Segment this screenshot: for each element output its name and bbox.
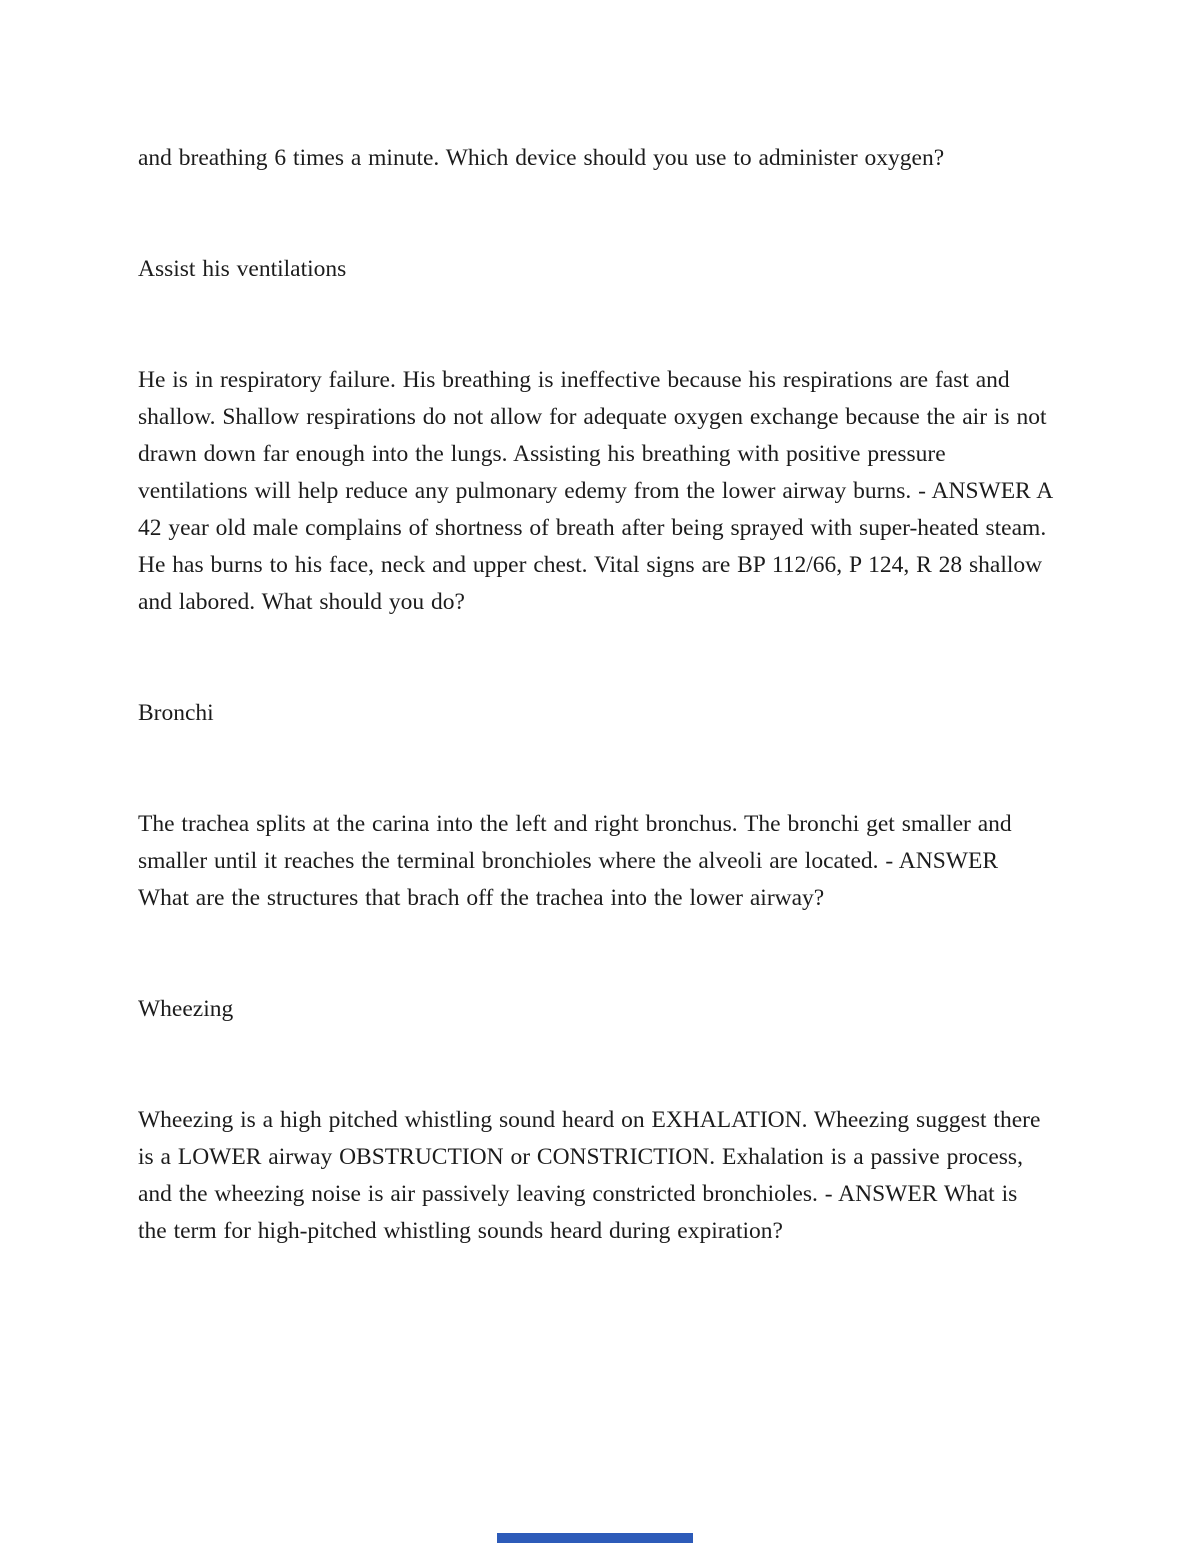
term-heading-wheezing: Wheezing: [138, 996, 234, 1022]
paragraph-respiratory-failure: He is in respiratory failure. His breathing is ineffective because his respirations are fast and shallow. Shallow respirations do not allow for adequate oxygen exchange because the air is not drawn down far enough into the lungs. Assisting his breathing with positive pressure ventilations will help reduce any pulmonary edemy from the lower airway burns. - ANSWER A 42 year old male complains of shortness of breath after being sprayed with super-heated steam. He has burns to his face, neck and upper chest. Vital signs are BP 112/66, P 124, R 28 shallow and labored. What should you do?: [138, 367, 1052, 615]
partial-hyperlink-bar: [497, 1533, 693, 1543]
paragraph-continued: and breathing 6 times a minute. Which device should you use to administer oxygen?: [138, 145, 945, 171]
term-heading-assist-ventilations: Assist his ventilations: [138, 256, 347, 282]
paragraph-trachea: The trachea splits at the carina into the left and right bronchus. The bronchi get smaller and smaller until it reaches the terminal bronchioles where the alveoli are located. - ANSWER What are the structures that brach off the trachea into the lower airway?: [138, 811, 1012, 911]
paragraph-wheezing: Wheezing is a high pitched whistling sound heard on EXHALATION. Wheezing suggest there is a LOWER airway OBSTRUCTION or CONSTRICTION. Exhalation is a passive process, and the wheezing noise is air passively leaving constricted bronchioles. - ANSWER What is the term for high-pitched whistling sounds heard during expiration?: [138, 1107, 1041, 1244]
partial-hyperlink-fragment[interactable]: [497, 1533, 693, 1543]
term-heading-bronchi: Bronchi: [138, 700, 214, 726]
